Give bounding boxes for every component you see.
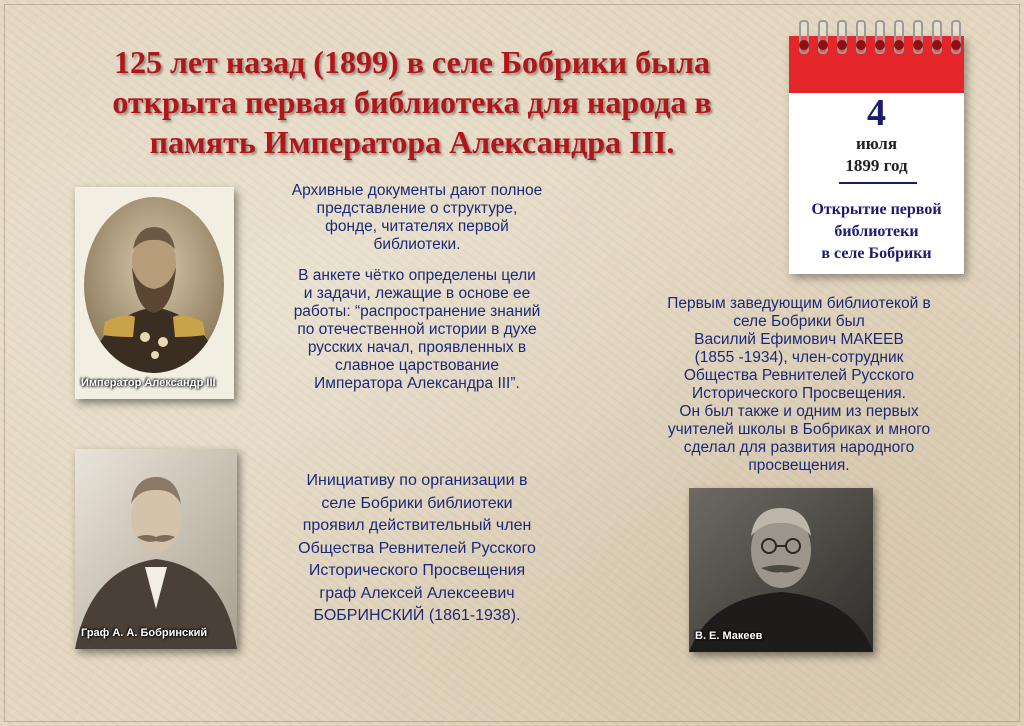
ring-icon: [856, 20, 866, 54]
bobrinsky-portrait: [75, 449, 237, 649]
title-line: память Императора Александра III.: [149, 124, 675, 160]
ring-icon: [875, 20, 885, 54]
makeev-caption: В. Е. Макеев: [695, 630, 763, 642]
title-line: 125 лет назад (1899) в селе Бобрики была: [113, 44, 711, 80]
text-line: селе Бобрики библиотеки: [321, 494, 513, 512]
calendar-caption-line: Открытие первой: [811, 201, 942, 218]
text-line: русских начал, проявленных в: [307, 339, 527, 356]
text-line: БОБРИНСКИЙ (1861-1938).: [313, 607, 521, 624]
text-line: Он был также и одним из первых: [679, 403, 919, 420]
ring-icon: [837, 20, 847, 54]
text-line: проявил действительный член: [302, 517, 532, 534]
calendar-rings: [799, 20, 959, 56]
emperor-portrait: [75, 187, 234, 399]
text-line: сделал для развития народного: [683, 439, 915, 456]
text-line: Исторического Просвещения.: [692, 385, 906, 402]
text-line: Василий Ефимович МАКЕЕВ: [694, 331, 904, 348]
text-line: Императора Александра III”.: [314, 375, 520, 392]
calendar-caption: [789, 199, 964, 265]
text-line: Первым заведующим библиотекой в: [667, 295, 931, 312]
title-line: открыта первая библиотека для народа в: [112, 84, 712, 120]
text-line: славное царствование: [335, 357, 499, 374]
calendar-month: июля: [855, 134, 898, 153]
calendar-caption-line: в селе Бобрики: [821, 245, 932, 262]
text-line: по отечественной истории в духе: [297, 321, 537, 338]
calendar-day: 4: [867, 92, 886, 134]
text-line: библиотеки.: [373, 236, 461, 253]
page-title: [62, 42, 762, 162]
ring-icon: [894, 20, 904, 54]
text-line: (1855 -1934), член-сотрудник: [694, 349, 904, 366]
ring-icon: [799, 20, 809, 54]
text-line: Инициативу по организации в: [306, 472, 528, 489]
text-line: В анкете чётко определены цели: [298, 267, 536, 284]
calendar-year: 1899 год: [845, 156, 908, 175]
makeev-portrait: [689, 488, 873, 652]
calendar-divider: [839, 182, 917, 184]
text-line: представление о структуре,: [316, 200, 518, 217]
initiative-paragraph: [258, 470, 576, 628]
text-line: фонде, читателях первой: [325, 218, 509, 235]
text-line: Общества Ревнителей Русского: [683, 367, 915, 384]
makeev-paragraph: [630, 295, 968, 475]
ring-icon: [951, 20, 961, 54]
ring-icon: [818, 20, 828, 54]
text-line: учителей школы в Бобриках и много: [667, 421, 931, 438]
goals-paragraph: [258, 267, 576, 393]
text-line: просвещения.: [748, 457, 850, 474]
calendar-page: [789, 36, 964, 274]
archive-paragraph: [258, 182, 576, 254]
text-line: работы: “распространение знаний: [293, 303, 541, 320]
emperor-caption: Император Александр III: [81, 377, 216, 389]
text-line: селе Бобрики был: [733, 313, 865, 330]
text-line: Общества Ревнителей Русского: [298, 539, 536, 557]
text-line: Архивные документы дают полное: [291, 182, 543, 199]
text-line: Исторического Просвещения: [308, 562, 526, 579]
ring-icon: [913, 20, 923, 54]
text-line: граф Алексей Алексеевич: [319, 584, 515, 602]
text-line: и задачи, лежащие в основе ее: [303, 285, 531, 302]
calendar-caption-line: библиотеки: [834, 223, 919, 240]
bobrinsky-caption: Граф А. А. Бобринский: [81, 627, 208, 639]
ring-icon: [932, 20, 942, 54]
